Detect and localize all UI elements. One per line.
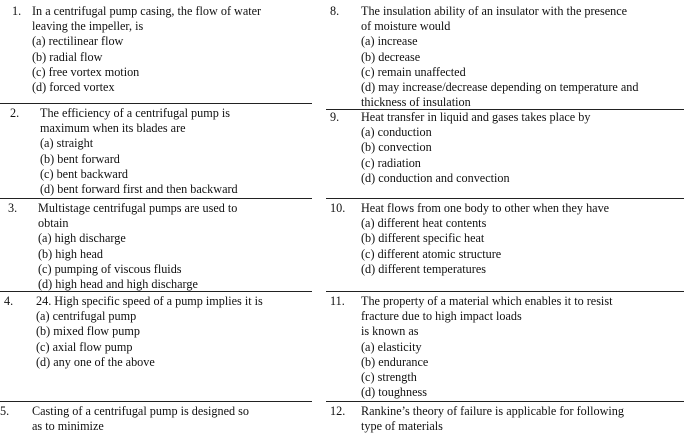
question-12	[330, 404, 680, 434]
question-stem: The insulation ability of an insulator with the presence	[361, 4, 628, 18]
option: (c) remain unaffected	[361, 64, 466, 79]
question-stem: is known as	[361, 324, 419, 339]
option: (b) convection	[361, 140, 432, 155]
option: (a) high discharge	[38, 231, 126, 246]
divider	[326, 291, 684, 292]
question-number: 11.	[330, 294, 345, 308]
option: (d) conduction and convection	[361, 170, 510, 185]
option: (a) centrifugal pump	[36, 309, 137, 324]
divider	[0, 291, 312, 292]
option: (a) conduction	[361, 125, 432, 140]
option: thickness of insulation	[361, 95, 471, 110]
question-4	[4, 294, 304, 384]
option: (d) bent forward first and then backward	[40, 182, 238, 197]
question-2	[10, 106, 310, 198]
option: (c) radiation	[361, 155, 421, 170]
option: (a) increase	[361, 34, 418, 49]
option: (b) different specific heat	[361, 231, 485, 246]
question-11	[330, 294, 680, 402]
question-stem: Rankine’s theory of failure is applicable for following	[361, 404, 624, 418]
question-number: 3.	[8, 201, 18, 215]
option: (b) decrease	[361, 49, 421, 64]
option: (a) straight	[40, 136, 94, 151]
divider	[326, 401, 684, 402]
option: (c) different atomic structure	[361, 246, 502, 261]
question-stem: Multistage centrifugal pumps are used to	[38, 201, 238, 215]
divider	[0, 401, 312, 402]
option: (d) different temperatures	[361, 261, 486, 276]
option: (d) toughness	[361, 385, 428, 400]
question-number: 1.	[12, 4, 22, 18]
question-number: 9.	[330, 110, 340, 124]
question-stem: maximum when its blades are	[40, 121, 186, 136]
option: (b) high head	[38, 246, 103, 261]
option: (b) mixed flow pump	[36, 324, 140, 339]
option: (d) may increase/decrease depending on temperature and	[361, 80, 639, 95]
question-number: 8.	[330, 4, 340, 18]
question-stem: Heat transfer in liquid and gases takes place by	[361, 110, 591, 124]
option: (c) axial flow pump	[36, 339, 133, 354]
question-number: 10.	[330, 201, 346, 215]
question-stem: In a centrifugal pump casing, the flow of water	[32, 4, 262, 18]
question-9	[330, 110, 680, 188]
divider	[0, 198, 312, 199]
option: (b) endurance	[361, 354, 429, 369]
question-stem: as to minimize	[32, 419, 104, 434]
question-number: 4.	[4, 294, 14, 308]
question-stem: Casting of a centrifugal pump is designed so	[32, 404, 249, 418]
option: (b) bent forward	[40, 151, 120, 166]
question-stem: obtain	[38, 216, 69, 231]
divider	[0, 103, 312, 104]
option: (c) strength	[361, 370, 417, 385]
question-number: 5.	[0, 404, 10, 418]
divider	[326, 198, 684, 199]
option: (b) radial flow	[32, 49, 103, 64]
question-stem: 24. High specific speed of a pump implies it is	[36, 294, 263, 308]
option: (c) pumping of viscous fluids	[38, 261, 182, 276]
question-stem: of moisture would	[361, 19, 451, 34]
option: (d) any one of the above	[36, 354, 155, 369]
option: (d) forced vortex	[32, 80, 115, 95]
question-1	[12, 4, 312, 94]
question-8	[330, 4, 680, 108]
question-5	[0, 404, 310, 434]
question-3	[8, 201, 308, 293]
question-stem: type of materials	[361, 419, 443, 434]
option: (c) free vortex motion	[32, 64, 140, 79]
question-stem: leaving the impeller, is	[32, 19, 144, 34]
option: (a) different heat contents	[361, 216, 487, 231]
option: (a) elasticity	[361, 339, 422, 354]
question-number: 2.	[10, 106, 20, 120]
question-stem: Heat flows from one body to other when they have	[361, 201, 610, 215]
question-stem: The efficiency of a centrifugal pump is	[40, 106, 230, 120]
option: (c) bent backward	[40, 166, 128, 181]
option: (a) rectilinear flow	[32, 34, 124, 49]
question-number: 12.	[330, 404, 346, 418]
question-10	[330, 201, 680, 279]
option: (d) high head and high discharge	[38, 277, 198, 292]
question-stem: fracture due to high impact loads	[361, 309, 522, 324]
question-stem: The property of a material which enables it to resist	[361, 294, 613, 308]
